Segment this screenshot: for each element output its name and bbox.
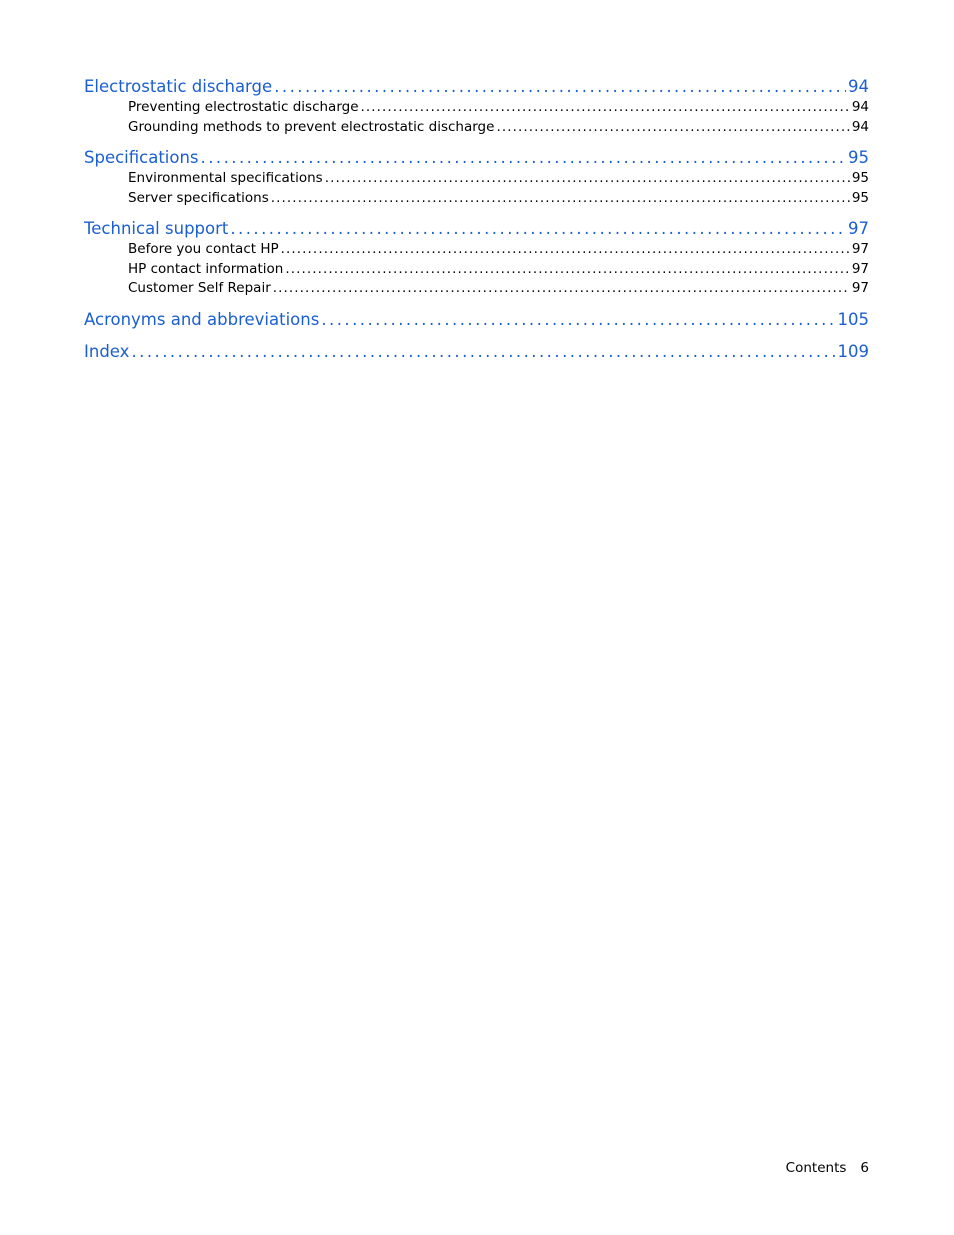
dot-leader: [201, 147, 846, 169]
toc-link-customer-self-repair[interactable]: [84, 279, 869, 299]
toc-section-acronyms: [84, 309, 869, 331]
toc-link-environmental-specifications[interactable]: [84, 169, 869, 189]
dot-leader: [281, 240, 850, 260]
toc-entry-page: 97: [851, 260, 869, 277]
toc-link-technical-support[interactable]: [84, 218, 869, 240]
dot-leader: [325, 169, 850, 189]
toc-entry-title: Server specifications: [128, 189, 269, 206]
dot-leader: [361, 98, 850, 118]
table-of-contents: [84, 76, 869, 373]
dot-leader: [274, 76, 846, 98]
dot-leader: [496, 118, 849, 138]
toc-entry-page: 95: [851, 189, 869, 206]
toc-entry-page: 95: [848, 148, 869, 167]
toc-link-preventing-electrostatic-discharge[interactable]: [84, 98, 869, 118]
toc-entry-page: 109: [837, 341, 869, 361]
dot-leader: [230, 218, 846, 240]
toc-link-hp-contact-information[interactable]: [84, 260, 869, 280]
toc-entry-page: 97: [851, 241, 869, 257]
toc-entry-title: HP contact information: [128, 260, 284, 277]
toc-entry-title: Acronyms and abbreviations: [84, 309, 320, 329]
toc-section-electrostatic-discharge: [84, 76, 869, 137]
toc-entry-title: Electrostatic discharge: [84, 77, 273, 96]
toc-link-server-specifications[interactable]: [84, 189, 869, 209]
dot-leader: [271, 189, 850, 209]
toc-section-technical-support: [84, 218, 869, 299]
toc-entry-page: 105: [837, 309, 869, 329]
toc-link-grounding-methods[interactable]: [84, 118, 869, 138]
toc-link-acronyms-and-abbreviations[interactable]: [84, 309, 869, 331]
toc-entry-page: 94: [851, 99, 869, 115]
toc-entry-title: Preventing electrostatic discharge: [128, 99, 359, 115]
dot-leader: [321, 309, 835, 331]
toc-section-specifications: [84, 147, 869, 208]
dot-leader: [273, 279, 850, 299]
toc-link-electrostatic-discharge[interactable]: [84, 76, 869, 98]
toc-link-index[interactable]: [84, 341, 869, 363]
toc-link-before-you-contact-hp[interactable]: [84, 240, 869, 260]
footer-label: Contents: [785, 1160, 847, 1176]
toc-entry-title: Grounding methods to prevent electrostatic discharge: [128, 118, 495, 135]
dot-leader: [285, 260, 850, 280]
toc-entry-page: 94: [851, 118, 869, 135]
toc-entry-title: Specifications: [84, 148, 199, 167]
toc-entry-page: 97: [848, 219, 869, 238]
toc-entry-page: 97: [851, 280, 869, 296]
footer-page-number: 6: [860, 1160, 869, 1176]
toc-entry-page: 95: [851, 170, 869, 186]
toc-entry-title: Technical support: [84, 219, 229, 238]
dot-leader: [131, 341, 835, 363]
toc-entry-title: Before you contact HP: [128, 241, 279, 257]
toc-entry-title: Customer Self Repair: [128, 280, 271, 296]
toc-entry-page: 94: [848, 77, 869, 96]
page-footer: [786, 1159, 869, 1177]
toc-section-index: [84, 341, 869, 363]
toc-entry-title: Index: [84, 341, 130, 361]
toc-link-specifications[interactable]: [84, 147, 869, 169]
toc-entry-title: Environmental specifications: [128, 170, 323, 186]
